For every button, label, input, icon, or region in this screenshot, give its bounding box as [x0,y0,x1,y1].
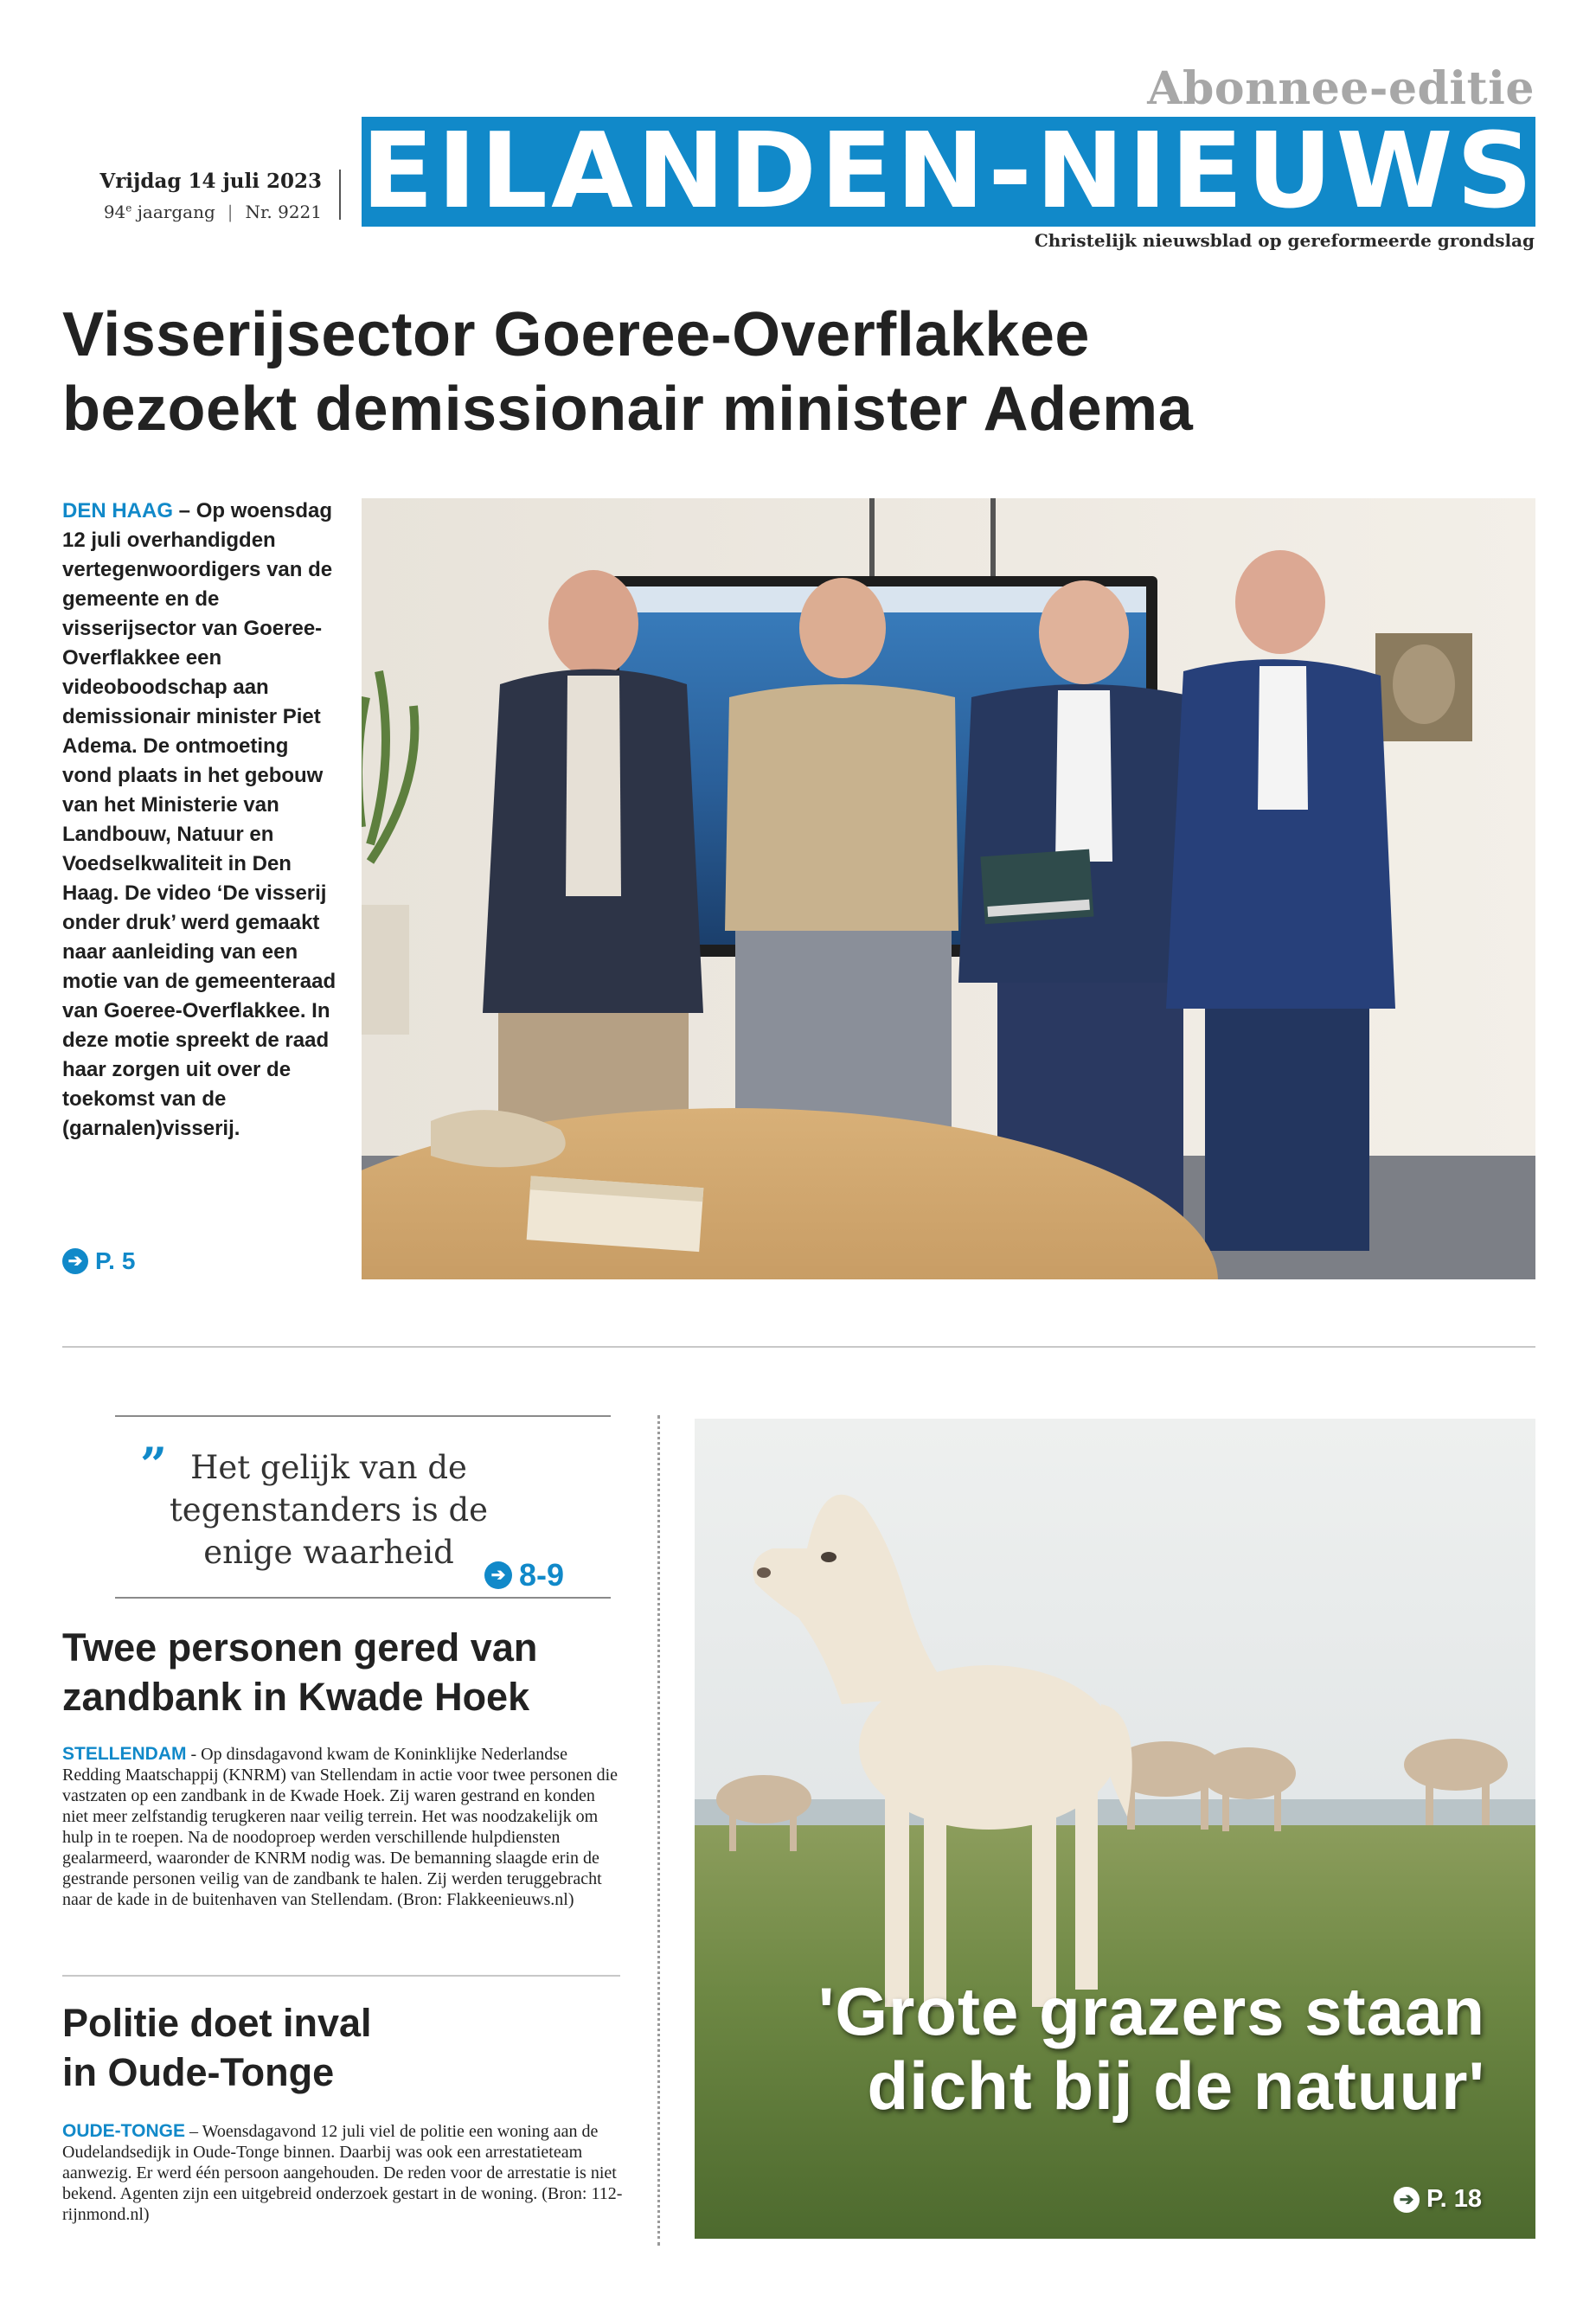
feature-page-link[interactable] [1394,2185,1482,2214]
article-dateline: STELLENDAM [62,1744,187,1764]
newspaper-logo [361,111,1536,232]
volume-number: 94 [103,202,126,222]
feature-caption-line1: 'Grote grazers staan [817,1973,1485,2049]
article-title-line2: in Oude-Tonge [62,2050,335,2094]
quote-top-rule [115,1415,611,1417]
lead-photo [362,498,1535,1279]
lead-page-ref-p: P. [95,1247,115,1274]
lead-dateline: DEN HAAG [62,499,174,522]
volume-ordinal: e [125,202,132,215]
pull-quote [138,1446,519,1574]
article-divider [62,1975,620,1977]
edition-label: Abonnee-editie [1147,62,1535,115]
issue-date: Vrijdag 14 juli 2023 [99,170,322,193]
issue-number: Nr. 9221 [245,202,322,222]
feature-photo [695,1419,1535,2239]
feature-caption [695,1974,1485,2123]
article-text: - Op dinsdagavond kwam de Koninklijke Nederlandse Redding Maatschappij (KNRM) van Stellendam in actie voor twee personen die vastzaten op een zandbank in de Kwade Hoek. Zij waren gestrand en konden niet meer zelfstandig terugkeren naar veilig terrein. Het was noodzakelijk om hulp in te roepen. Na de noodoproep werden verschillende hulpdiensten gealarmeerd, waaronder de KNRM nodig was. De bemanning slaagde erin de gestrande personen veilig van de zandbank te halen. Zij werden teruggebracht naar de kade in de buitenhaven van Stellendam. (Bron: Flakkeenieuws.nl) [62,1745,619,1909]
lead-body: – Op woensdag 12 juli overhandigden vertegenwoordigers van de gemeente en de visserijsector van Goeree-Overflakkee een videoboodschap aan demissionair minister Piet Adema. De ontmoeting vond plaats in het gebouw van het Ministerie van Landbouw, Natuur en Voedselkwaliteit in Den Haag. De video ‘De visserij onder druk’ werd gemaakt naar aanleiding van een motie van de gemeenteraad van Goeree-Overflakkee. In deze motie spreekt de raad haar zorgen uit over de toekomst van de (garnalen)visserij. [62,499,337,1140]
feature-page-ref: P. 18 [1426,2185,1482,2213]
arrow-right-circle-icon: ➔ [62,1248,88,1274]
issue-info [62,170,322,222]
masthead-tagline: Christelijk nieuwsblad op gereformeerde grondslag [1034,230,1535,251]
quote-page-link[interactable] [484,1557,564,1593]
article-title-rescue [62,1623,616,1721]
pull-quote-line1: Het gelijk van de [190,1449,467,1486]
lead-page-link[interactable] [62,1247,144,1275]
lead-page-ref-num: 5 [121,1247,144,1274]
newspaper-name: EILANDEN-NIEUWS [361,111,1536,232]
section-divider [62,1346,1535,1348]
pull-quote-line3: enige waarheid [203,1534,454,1571]
feature-caption-line2: dicht bij de natuur' [867,2048,1485,2124]
article-title-line2: zandbank in Kwade Hoek [62,1675,530,1719]
lead-headline-line2: bezoekt demissionair minister Adema [62,375,1194,444]
article-title-line1: Politie doet inval [62,2001,372,2045]
article-body-rescue [62,1744,625,1910]
arrow-right-circle-icon: ➔ [1394,2187,1420,2213]
masthead-divider [339,170,341,220]
lead-photo-illustration [362,498,1535,1279]
issue-volume: 94e jaargang | Nr. 9221 [103,202,322,222]
article-title-police [62,1998,616,2097]
article-title-line1: Twee personen gered van [62,1625,538,1670]
arrow-right-circle-icon: ➔ [484,1561,512,1589]
lead-headline-line1: Visserijsector Goeree-Overflakkee [62,300,1090,369]
volume-word: jaargang [137,202,215,222]
lead-headline [62,298,1533,446]
quote-mark-icon: ” [140,1437,168,1492]
article-body-police [62,2121,625,2225]
quote-bottom-rule [115,1597,611,1599]
article-dateline: OUDE-TONGE [62,2121,185,2141]
quote-page-ref: 8-9 [519,1557,565,1593]
lead-intro [62,497,339,1144]
pull-quote-line2: tegenstanders is de [169,1491,489,1529]
column-divider [657,1415,660,2246]
article-text: – Woensdagavond 12 juli viel de politie een woning aan de Oudelandsedijk in Oude-Tonge binnen. Daarbij was ook een arrestatieteam aanwezig. Er werd één persoon aangehouden. De reden voor de arrestatie is niet bekend. Agenten zijn een uitgebreid onderzoek gestart in de woning. (Bron: 112-rijnmond.nl) [62,2122,623,2224]
